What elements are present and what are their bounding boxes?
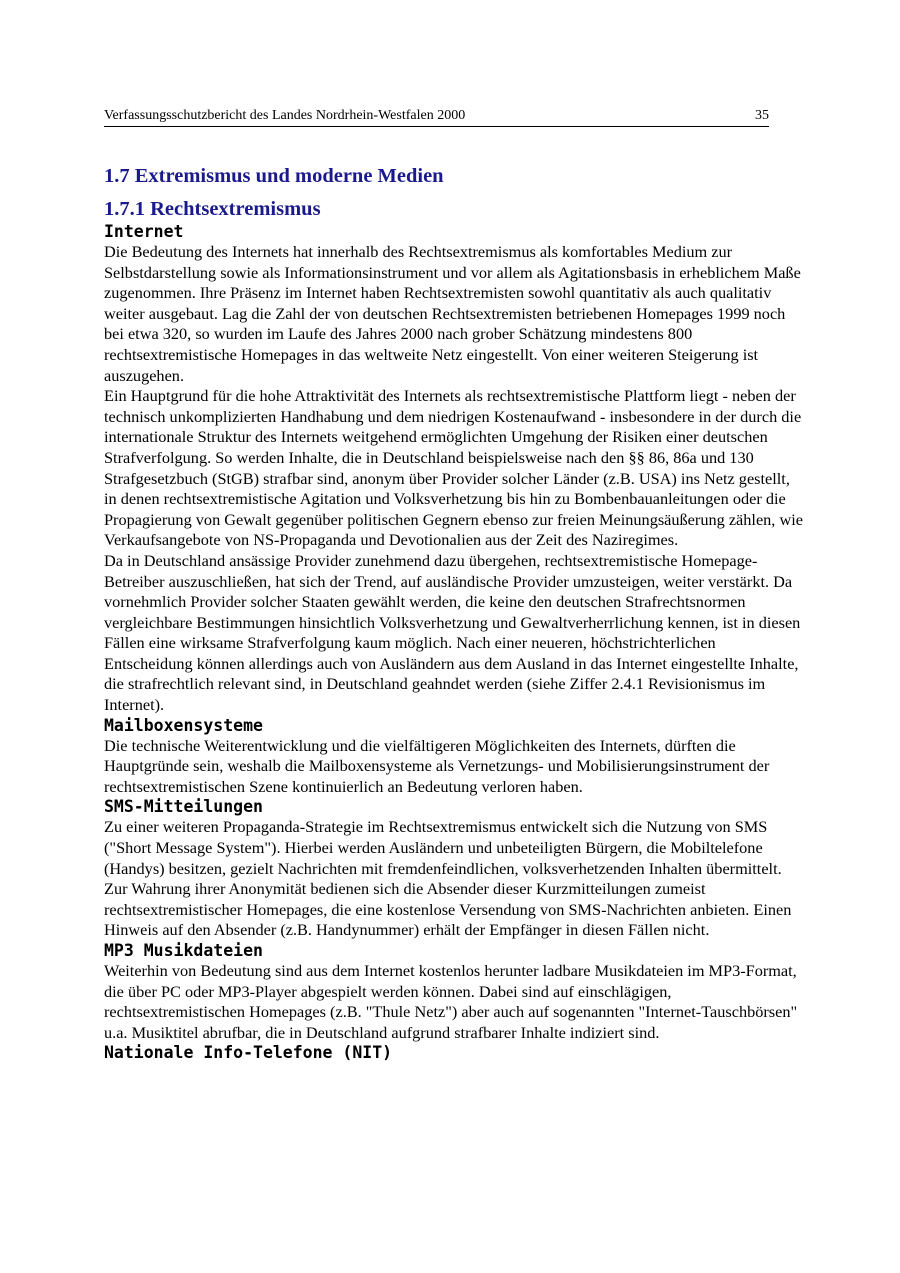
paragraph: Die Bedeutung des Internets hat innerhalb des Rechtsextremismus als komfortables Medium zur Selbstdarstellung sowie als Informationsinstrument und vor allem als Agitationsbasis in erheblichem Maße zugenommen. Ihre Präsenz im Internet haben Rechtsextremisten sowohl quantitativ als auch qualitativ weiter ausgebaut. Lag die Zahl der von deutschen Rechtsextremisten betriebenen Homepages 1999 noch bei etwa 320, so wurden im Laufe des Jahres 2000 nach grober Schätzung mindestens 800 rechtsextremistische Homepages in das weltweite Netz eingestellt. Von einer weiteren Steigerung ist auszugehen. bbox=[104, 242, 801, 385]
subsection-heading-mailbox: Mailboxensysteme bbox=[104, 715, 263, 735]
subsection-heading-mp3: MP3 Musikdateien bbox=[104, 941, 263, 960]
section-heading: 1.7.1 Rechtsextremismus bbox=[104, 198, 321, 220]
subsection-heading-internet: Internet bbox=[104, 222, 184, 241]
header-title: Verfassungsschutzbericht des Landes Nordrhein-Westfalen 2000 bbox=[104, 108, 466, 123]
paragraph: Zu einer weiteren Propaganda-Strategie im Rechtsextremismus entwickelt sich die Nutzung von SMS ("Short Message System"). Hierbei werden Ausländern und unbeteiligten Bürgern, die Mobiltelefone (Handys) besitzen, gezielt Nachrichten mit fremdenfeindlichen, volksverhetzenden Inhalten übermittelt. Zur Wahrung ihrer Anonymität bedienen sich die Absender dieser Kurzmitteilungen zumeist rechtsextremistischer Homepages, die eine kostenlose Versendung von SMS-Nachrichten anbieten. Einen Hinweis auf den Absender (z.B. Handynummer) erhält der Empfänger in diesen Fällen nicht. bbox=[104, 817, 792, 940]
page-number: 35 bbox=[755, 108, 769, 123]
document-body bbox=[104, 163, 804, 1063]
paragraph: Ein Hauptgrund für die hohe Attraktivität des Internets als rechtsextremistische Plattform liegt - neben der technisch unkomplizierten Handhabung und dem niedrigen Kostenaufwand - insbesondere in der durch die internationale Struktur des Internets weitgehend ermöglichten Umgehung der Risiken einer deutschen Strafverfolgung. So werden Inhalte, die in Deutschland beispielsweise nach den §§ 86, 86a und 130 Strafgesetzbuch (StGB) strafbar sind, anonym über Provider solcher Länder (z.B. USA) ins Netz gestellt, in denen rechtsextremistische Agitation und Volksverhetzung bis hin zu Bombenbauanleitungen oder die Propagierung von Gewalt gegenüber politischen Gegnern ebenso zur freien Meinungsäußerung zählen, wie Verkaufsangebote von NS-Propaganda und Devotionalien aus der Zeit des Naziregimes. bbox=[104, 386, 803, 550]
chapter-heading: 1.7 Extremismus und moderne Medien bbox=[104, 165, 444, 187]
subsection-heading-sms: SMS-Mitteilungen bbox=[104, 797, 263, 817]
subsection-heading-nit: Nationale Info-Telefone (NIT) bbox=[104, 1043, 393, 1063]
paragraph: Weiterhin von Bedeutung sind aus dem Internet kostenlos herunter ladbare Musikdateien im MP3-Format, die über PC oder MP3-Player abgespielt werden können. Dabei sind auf einschlägigen, rechtsextremistischen Homepages (z.B. "Thule Netz") aber auch auf sogenannten "Internet-Tauschbörsen" u.a. Musiktitel abrufbar, die in Deutschland aufgrund strafbarer Inhalte indiziert sind. bbox=[104, 961, 798, 1042]
page-header bbox=[104, 108, 769, 127]
paragraph: Die technische Weiterentwicklung und die vielfältigeren Möglichkeiten des Internets, dürften die Hauptgründe sein, weshalb die Mailboxensysteme als Vernetzungs- und Mobilisierungsinstrument der rechtsextremistischen Szene kontinuierlich an Bedeutung verloren haben. bbox=[104, 735, 770, 796]
paragraph: Da in Deutschland ansässige Provider zunehmend dazu übergehen, rechtsextremistische Homepage-Betreiber auszuschließen, hat sich der Trend, auf ausländische Provider umzusteigen, weiter verstärkt. Da vornehmlich Provider solcher Staaten gewählt werden, die keine den deutschen Strafrechtsnormen vergleichbare Bestimmungen hinsichtlich Volksverhetzung und Gewaltverherrlichung kennen, ist in diesen Fällen eine wirksame Strafverfolgung kaum möglich. Nach einer neueren, höchstrichterlichen Entscheidung können allerdings auch von Ausländern aus dem Ausland in das Internet eingestellte Inhalte, die strafrechtlich relevant sind, in Deutschland geahndet werden (siehe Ziffer 2.4.1 Revisionismus im Internet). bbox=[104, 550, 801, 715]
